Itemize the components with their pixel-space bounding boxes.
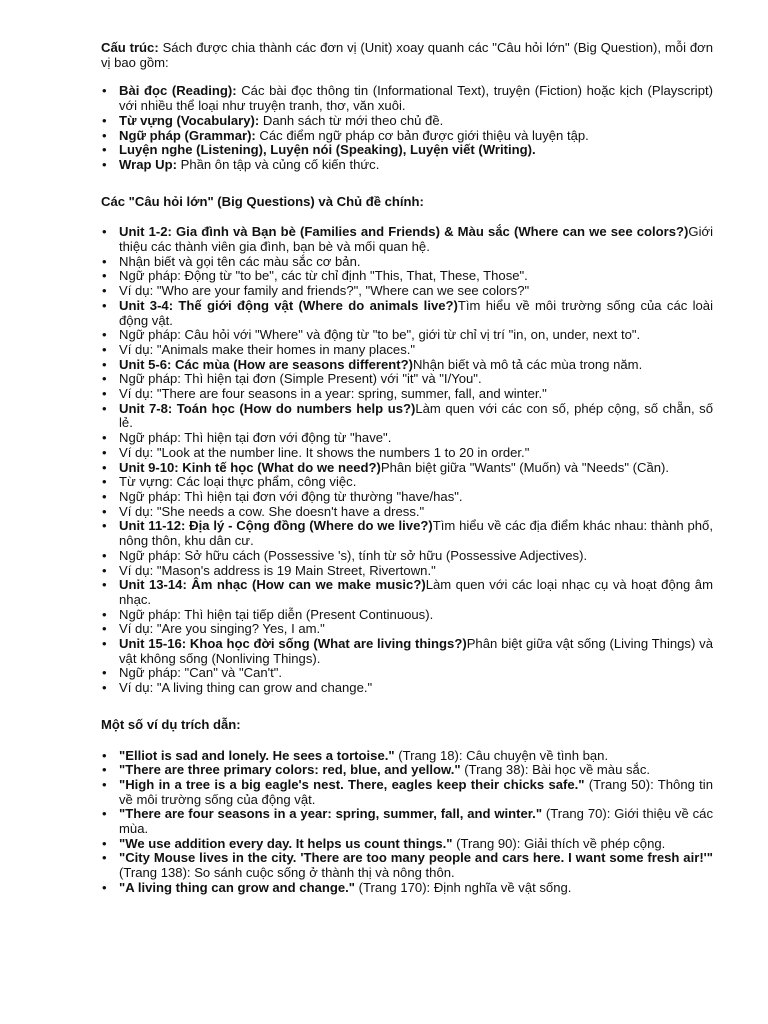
unit-item-text: Ngữ pháp: "Can" và "Can't". [119,665,283,681]
unit-item-bold: Unit 1-2: Gia đình và Bạn bè (Families and Friends) & Màu sắc (Where can we see colors?) [119,224,689,240]
unit-item [101,431,713,446]
unit-item-text: Ví dụ: "Look at the number line. It shows the numbers 1 to 20 in order." [119,444,530,460]
unit-item-text: Làm quen với các con số, phép cộng, số chẵn, số lẻ. [119,400,713,431]
unit-item-bold: Unit 5-6: Các mùa (How are seasons different?) [119,356,413,372]
unit-item [101,372,713,387]
unit-item-text: Ngữ pháp: Sở hữu cách (Possessive 's), tính từ sở hữu (Possessive Adjectives). [119,547,588,563]
units-list [101,225,713,696]
intro-text: Sách được chia thành các đơn vị (Unit) xoay quanh các "Câu hỏi lớn" (Big Question), mỗi đơn vị bao gồm: [101,40,713,70]
intro-paragraph [101,41,713,70]
quote-item-text: (Trang 18): Câu chuyện về tình bạn. [394,747,609,763]
structure-item [101,114,713,129]
unit-item-text: Giới thiệu các thành viên gia đình, bạn bè và mối quan hệ. [119,224,713,255]
unit-item [101,358,713,373]
unit-item [101,387,713,402]
unit-item-text: Ví dụ: "Animals make their homes in many places." [119,341,416,357]
structure-item [101,143,713,158]
quote-item-bold: "There are three primary colors: red, blue, and yellow." [119,762,461,778]
unit-item [101,681,713,696]
structure-item-bold: Bài đọc (Reading): [119,83,237,99]
unit-item-text: Tìm hiểu về môi trường sống của các loài động vật. [119,297,713,328]
unit-item-text: Ví dụ: "Who are your family and friends?", "Where can we see colors?" [119,283,530,299]
unit-item [101,461,713,476]
structure-list [101,84,713,172]
unit-item-text: Ngữ pháp: Động từ "to be", các từ chỉ định "This, That, These, Those". [119,268,528,284]
unit-item-bold: Unit 11-12: Địa lý - Cộng đồng (Where do we live?) [119,518,433,534]
unit-item-text: Phân biệt giữa "Wants" (Muốn) và "Needs" (Cần). [380,459,670,475]
quote-item [101,837,713,852]
quote-item [101,881,713,896]
unit-item-bold: Unit 15-16: Khoa học đời sống (What are living things?) [119,636,467,652]
unit-item [101,564,713,579]
unit-item [101,637,713,666]
unit-item [101,446,713,461]
unit-item-bold: Unit 7-8: Toán học (How do numbers help us?) [119,400,416,416]
quote-item [101,749,713,764]
unit-item-text: Ví dụ: "Are you singing? Yes, I am." [119,621,325,637]
unit-item [101,299,713,328]
quote-item [101,851,713,880]
unit-item-text: Ngữ pháp: Thì hiện tại tiếp diễn (Present Continuous). [119,606,434,622]
unit-item-text: Nhận biết và mô tả các mùa trong năm. [412,356,643,372]
unit-item-text: Làm quen với các loại nhạc cụ và hoạt động âm nhạc. [119,577,713,607]
unit-item-text: Ví dụ: "Mason's address is 19 Main Street, Rivertown." [119,562,436,578]
unit-item-text: Ví dụ: "There are four seasons in a year: spring, summer, fall, and winter." [119,386,547,402]
quote-item-text: (Trang 90): Giải thích về phép cộng. [452,835,666,851]
quote-item [101,778,713,807]
quote-item-text: (Trang 170): Định nghĩa về vật sống. [355,879,572,895]
structure-item [101,158,713,173]
unit-item [101,505,713,520]
quote-item-bold: "High in a tree is a big eagle's nest. There, eagles keep their chicks safe." [119,776,585,792]
unit-item [101,269,713,284]
unit-item [101,225,713,254]
unit-item [101,578,713,607]
structure-item [101,129,713,144]
unit-item [101,255,713,270]
unit-item-text: Ngữ pháp: Câu hỏi với "Where" và động từ "to be", giới từ chỉ vị trí "in, on, under, next to". [119,327,641,343]
structure-item-bold: Luyện nghe (Listening), Luyện nói (Speaking), Luyện viết (Writing). [119,142,536,158]
unit-item-text: Ví dụ: "She needs a cow. She doesn't have a dress." [119,503,425,519]
unit-item-text: Ngữ pháp: Thì hiện tại đơn (Simple Present) với "it" và "I/You". [119,371,482,387]
unit-item-text: Ngữ pháp: Thì hiện tại đơn với động từ "have". [119,430,392,446]
unit-item [101,490,713,505]
unit-item [101,328,713,343]
units-heading: Các "Câu hỏi lớn" (Big Questions) và Chủ đề chính: [101,193,424,209]
unit-item-bold: Unit 3-4: Thế giới động vật (Where do animals live?) [119,297,458,313]
quote-item-bold: "There are four seasons in a year: spring, summer, fall, and winter." [119,806,543,822]
unit-item-text: Phân biệt giữa vật sống (Living Things) và vật không sống (Nonliving Things). [119,636,713,666]
quote-item-bold: "Elliot is sad and lonely. He sees a tortoise." [119,747,395,763]
unit-item-text: Nhận biết và gọi tên các màu sắc cơ bản. [119,253,361,269]
structure-item-text: Phần ôn tập và củng cố kiến thức. [176,156,380,172]
structure-item-text: Các điểm ngữ pháp cơ bản được giới thiệu và luyện tập. [255,127,589,143]
unit-item-text: Từ vựng: Các loại thực phẩm, công việc. [119,474,357,490]
quote-item-bold: "We use addition every day. It helps us count things." [119,835,453,851]
document-page [101,41,713,896]
quotes-heading: Một số ví dụ trích dẫn: [101,716,241,732]
unit-item [101,549,713,564]
unit-item [101,608,713,623]
intro-label: Cấu trúc: [101,40,159,55]
unit-item-text: Ngữ pháp: Thì hiện tại đơn với động từ thường "have/has". [119,488,463,504]
structure-item-text: Các bài đọc thông tin (Informational Text), truyện (Fiction) hoặc kịch (Playscript) với nhiều thể loại như truyện tranh, thơ, văn xuôi. [119,83,713,114]
quote-item [101,763,713,778]
structure-item-bold: Từ vựng (Vocabulary): [119,112,260,128]
unit-item [101,666,713,681]
unit-item-text: Ví dụ: "A living thing can grow and change." [119,680,373,696]
structure-item [101,84,713,113]
unit-item-bold: Unit 13-14: Âm nhạc (How can we make music?) [119,577,426,593]
unit-item-text: Tìm hiểu về các địa điểm khác nhau: thành phố, nông thôn, khu dân cư. [119,518,713,549]
unit-item [101,343,713,358]
quote-item-text: (Trang 70): Giới thiệu về các mùa. [119,806,713,837]
structure-item-text: Danh sách từ mới theo chủ đề. [259,112,444,128]
quote-item-bold: "A living thing can grow and change." [119,879,355,895]
structure-item-bold: Wrap Up: [119,156,177,172]
quote-item-bold: "City Mouse lives in the city. 'There are too many people and cars here. I want some fresh air!'" [119,850,713,866]
quote-item-text: (Trang 138): So sánh cuộc sống ở thành thị và nông thôn. [119,865,455,881]
structure-item-bold: Ngữ pháp (Grammar): [119,127,256,143]
quote-item-text: (Trang 50): Thông tin về môi trường sống của động vật. [119,776,713,807]
unit-item [101,519,713,548]
quotes-list [101,749,713,896]
unit-item-bold: Unit 9-10: Kinh tế học (What do we need?) [119,459,381,475]
unit-item [101,284,713,299]
unit-item [101,622,713,637]
quote-item [101,807,713,836]
quote-item-text: (Trang 38): Bài học về màu sắc. [460,762,651,778]
unit-item [101,402,713,431]
unit-item [101,475,713,490]
